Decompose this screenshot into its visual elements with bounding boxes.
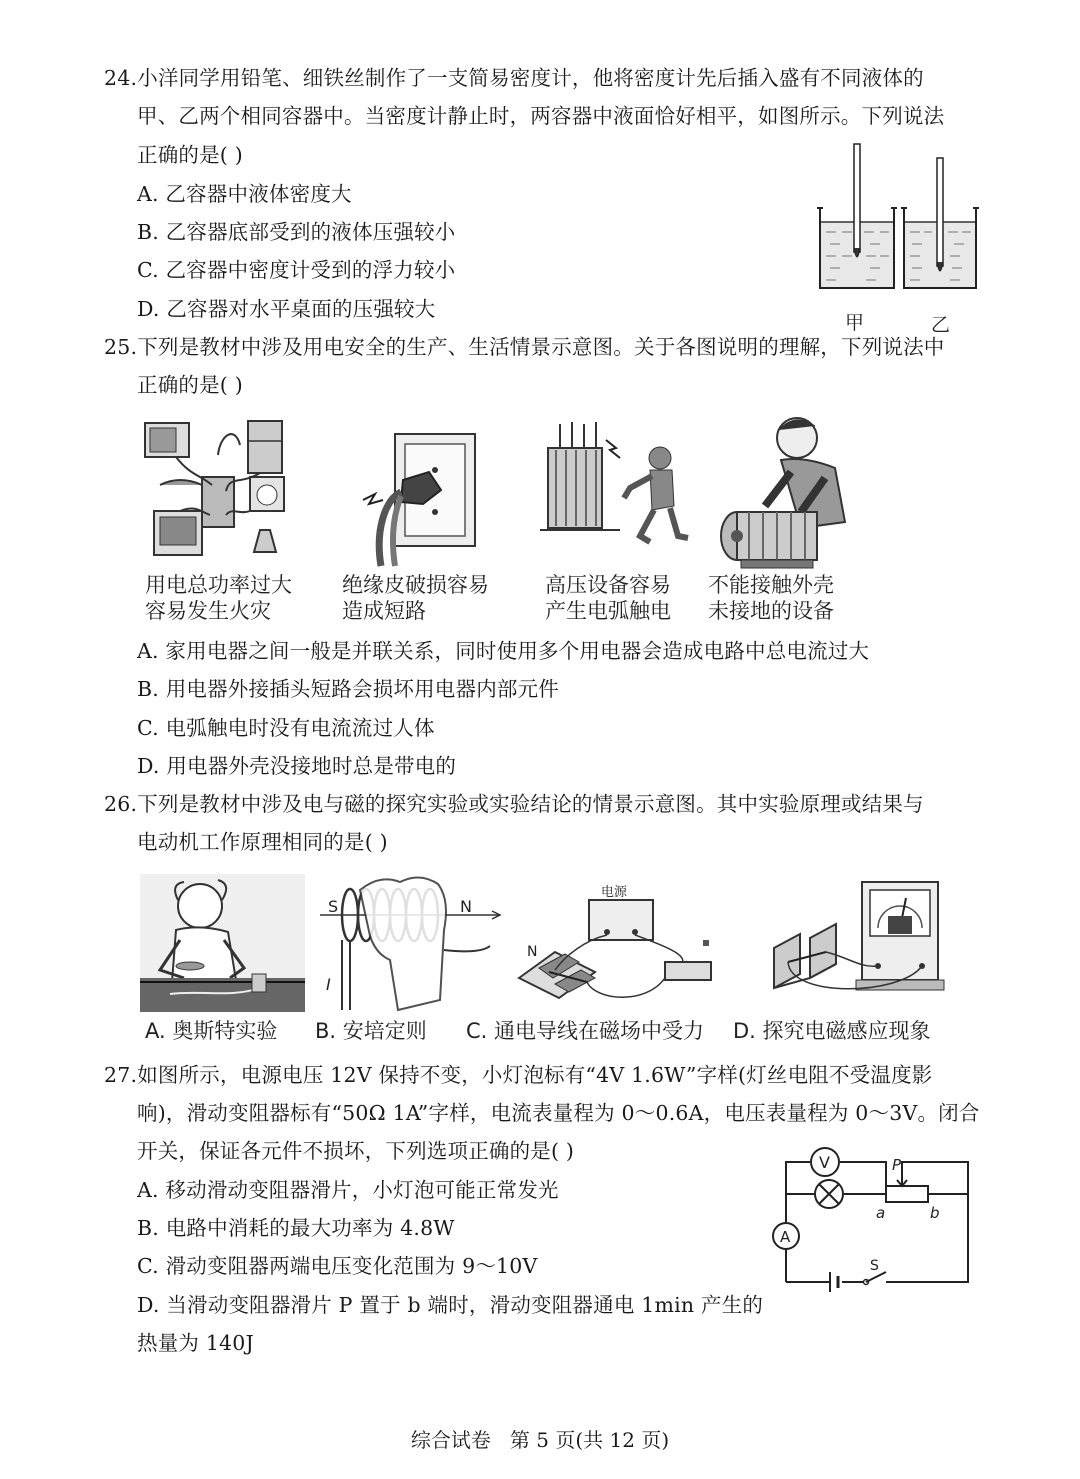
q24-stem-line-3: 正确的是( ) xyxy=(137,143,243,167)
q25-number: 25. xyxy=(104,335,138,359)
q25-stem-line-1: 25.下列是教材中涉及用电安全的生产、生活情景示意图。关于各图说明的理解，下列说法中 xyxy=(104,335,945,359)
q26-stem-line-2: 电动机工作原理相同的是( ) xyxy=(137,830,388,854)
q27-label-b-end: b xyxy=(930,1204,940,1222)
q24-option-d: D. 乙容器对水平桌面的压强较大 xyxy=(137,297,436,321)
beaker-yi xyxy=(901,158,979,288)
q25-overload-illustration xyxy=(140,415,305,570)
q27-label-ammeter: A xyxy=(780,1228,791,1246)
q26-option-a: A. 奥斯特实验 xyxy=(145,1019,278,1043)
q26-ampere-rule-illustration xyxy=(320,870,505,1015)
q27-number: 27. xyxy=(104,1063,138,1087)
q27-label-v: V xyxy=(819,1153,830,1172)
q24-density-figure xyxy=(812,140,982,335)
q27-stem-line-3: 开关，保证各元件不损坏，下列选项正确的是( ) xyxy=(137,1139,575,1163)
q25-damaged-plug-illustration xyxy=(345,430,480,570)
q26-label-n2: N xyxy=(527,944,538,960)
q25-stem-line-2: 正确的是( ) xyxy=(137,373,243,397)
q24-stem-line-2: 甲、乙两个相同容器中。当密度计静止时，两容器中液面恰好相平，如图所示。下列说法 xyxy=(137,104,945,128)
q27-option-d-cont: 热量为 140J xyxy=(137,1331,254,1355)
page-footer: 综合试卷 第 5 页(共 12 页) xyxy=(410,1428,670,1452)
q27-option-b: B. 电路中消耗的最大功率为 4.8W xyxy=(137,1216,455,1240)
q26-label-s: S xyxy=(328,897,339,916)
q26-option-c: C. 通电导线在磁场中受力 xyxy=(466,1019,705,1043)
q26-stem-line-1: 26.下列是教材中涉及电与磁的探究实验或实验结论的情景示意图。其中实验原理或结果与 xyxy=(104,792,924,816)
rheostat-symbol xyxy=(886,1186,928,1202)
q24-label-yi: 乙 xyxy=(931,314,951,336)
q27-stem-line-1: 27.如图所示，电源电压 12V 保持不变，小灯泡标有“4V 1.6W”字样(灯丝电阻不受温度影 xyxy=(104,1063,933,1087)
q26-label-i: I xyxy=(326,975,331,994)
q26-induction-illustration xyxy=(770,878,945,1015)
q25-option-b: B. 用电器外接插头短路会损坏用电器内部元件 xyxy=(137,677,559,701)
q25-caption-2-line-1: 绝缘皮破损容易 xyxy=(342,573,489,597)
q24-option-a: A. 乙容器中液体密度大 xyxy=(137,182,352,206)
q25-caption-1-line-1: 用电总功率过大 xyxy=(145,573,292,597)
q27-option-d: D. 当滑动变阻器滑片 P 置于 b 端时，滑动变阻器通电 1min 产生的 xyxy=(137,1293,764,1317)
q25-caption-4-line-1: 不能接触外壳 xyxy=(708,573,834,597)
q26-option-b: B. 安培定则 xyxy=(315,1019,427,1043)
q25-option-d: D. 用电器外壳没接地时总是带电的 xyxy=(137,754,457,778)
q25-high-voltage-illustration xyxy=(540,418,695,570)
q27-label-a-end: a xyxy=(876,1204,886,1222)
q27-label-p: P xyxy=(892,1156,902,1174)
q25-option-c: C. 电弧触电时没有电流流过人体 xyxy=(137,716,435,740)
q26-oersted-illustration xyxy=(140,870,305,1015)
q25-caption-1-line-2: 容易发生火灾 xyxy=(145,599,271,623)
q25-caption-4-line-2: 未接地的设备 xyxy=(708,599,834,623)
q27-option-c: C. 滑动变阻器两端电压变化范围为 9～10V xyxy=(137,1254,538,1278)
q27-label-s: S xyxy=(870,1258,879,1274)
q24-option-c: C. 乙容器中密度计受到的浮力较小 xyxy=(137,258,456,282)
q26-number: 26. xyxy=(104,792,138,816)
q24-number: 24. xyxy=(104,66,138,90)
q26-label-n: N xyxy=(460,897,472,916)
q27-option-a: A. 移动滑动变阻器滑片，小灯泡可能正常发光 xyxy=(137,1178,559,1202)
q24-stem-line-1: 24.小洋同学用铅笔、细铁丝制作了一支简易密度计，他将密度计先后插入盛有不同液体的 xyxy=(104,66,924,90)
beaker-jia xyxy=(817,144,897,288)
q25-option-a: A. 家用电器之间一般是并联关系，同时使用多个用电器会造成电路中总电流过大 xyxy=(137,639,870,663)
q24-label-jia: 甲 xyxy=(845,312,865,334)
q27-stem-line-2: 响)，滑动变阻器标有“50Ω 1A”字样，电流表量程为 0～0.6A，电压表量程为 0～3V。闭合 xyxy=(137,1101,980,1125)
q26-force-on-wire-illustration xyxy=(515,880,725,1015)
q25-caption-2-line-2: 造成短路 xyxy=(342,599,426,623)
q24-option-b: B. 乙容器底部受到的液体压强较小 xyxy=(137,220,456,244)
q27-circuit-diagram xyxy=(768,1140,978,1292)
q26-option-d: D. 探究电磁感应现象 xyxy=(733,1019,931,1043)
q25-motor-illustration xyxy=(705,412,860,570)
q25-caption-3-line-1: 高压设备容易 xyxy=(545,573,671,597)
q26-label-power: 电源 xyxy=(601,885,628,900)
q25-caption-3-line-2: 产生电弧触电 xyxy=(545,599,671,623)
